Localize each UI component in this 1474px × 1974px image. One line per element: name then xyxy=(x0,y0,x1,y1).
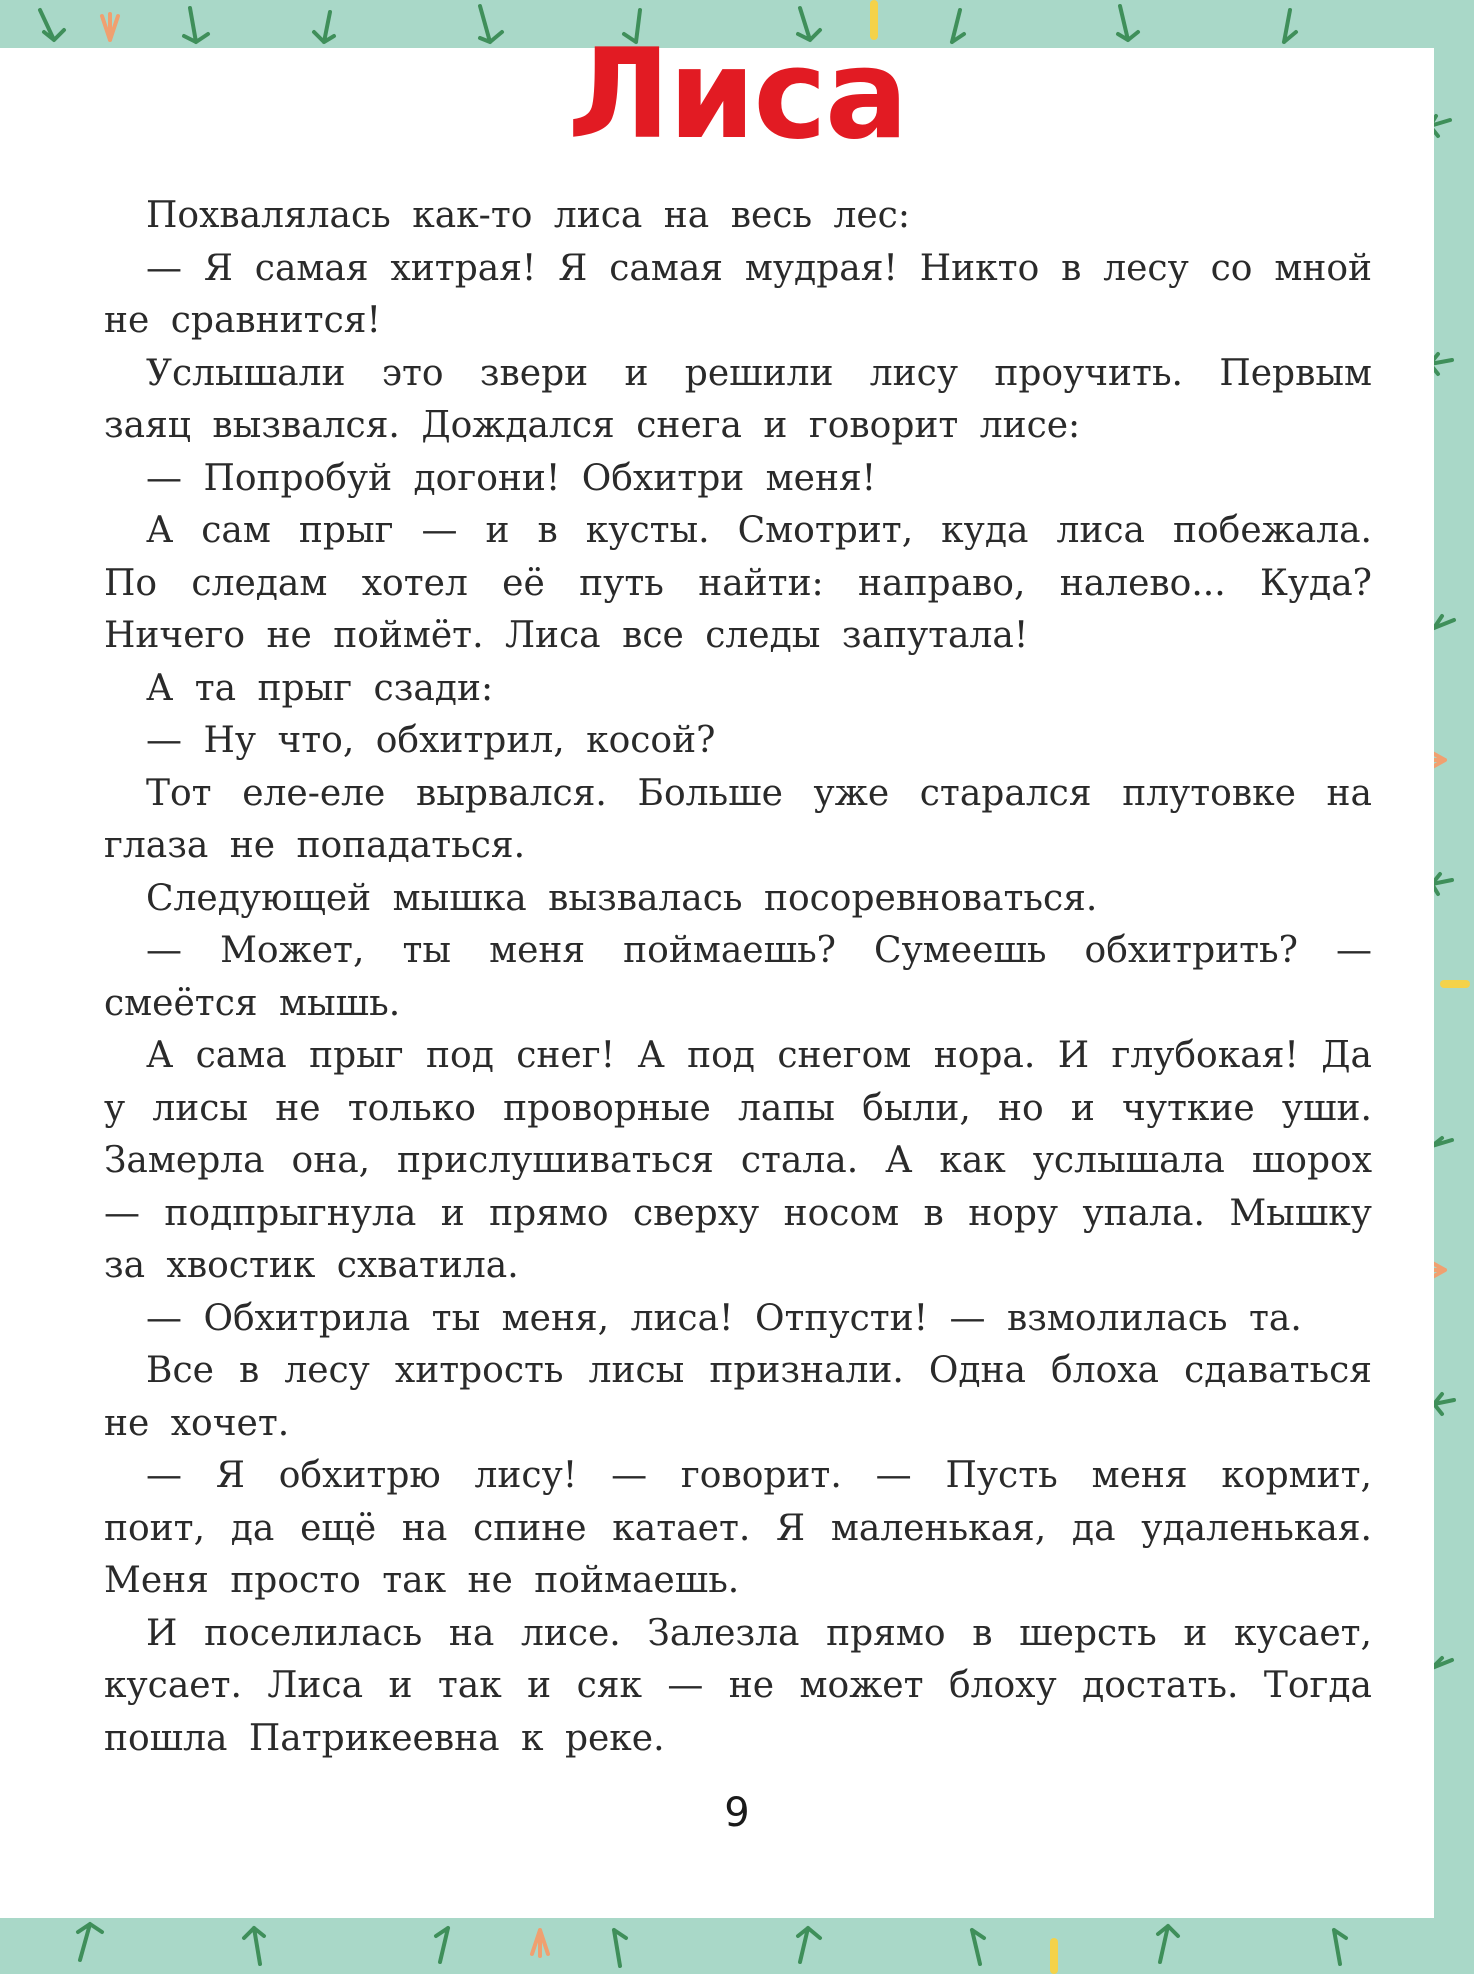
paragraph: И поселилась на лисе. Залезла прямо в шерсть и кусает, кусает. Лиса и так и сяк — не может блоху достать. Тогда пошла Патрикеевна к реке. xyxy=(104,1612,1372,1759)
paragraph: Услышали это звери и решили лису проучить. Первым заяц вызвался. Дождался снега и говорит лисе: xyxy=(104,352,1372,446)
paragraph: А сам прыг — и в кусты. Смотрит, куда лиса побежала. По следам хотел её путь найти: направо, налево... Куда? Ничего не поймёт. Лиса все следы запутала! xyxy=(104,510,1372,656)
story-text xyxy=(104,190,1372,1765)
paragraph: А та прыг сзади: xyxy=(146,667,494,709)
paragraph: Следующей мышка вызвалась посоревноваться. xyxy=(146,877,1098,919)
paragraph: Все в лесу хитрость лисы признали. Одна блоха сдаваться не хочет. xyxy=(104,1350,1372,1444)
paragraph: Похвалялась как-то лиса на весь лес: xyxy=(146,195,910,236)
paragraph: А сама прыг под снег! А под снегом нора. И глубокая! Да у лисы не только проворные лапы были, но и чуткие уши. Замерла она, прислушиваться стала. А как услышала шорох — подпрыгнула и прямо сверху носом в нору упала. Мышку за хвостик схватила. xyxy=(104,1035,1372,1286)
paragraph: — Я самая хитрая! Я самая мудрая! Никто в лесу со мной не сравнится! xyxy=(104,247,1372,341)
story-title: Лиса xyxy=(567,23,907,167)
paragraph: Тот еле-еле вырвался. Больше уже старался плутовке на глаза не попадаться. xyxy=(104,772,1372,866)
paragraph: — Попробуй догони! Обхитри меня! xyxy=(146,457,877,499)
paragraph: — Обхитрила ты меня, лиса! Отпусти! — взмолилась та. xyxy=(146,1297,1302,1339)
paragraph: — Может, ты меня поймаешь? Сумеешь обхитрить? — смеётся мышь. xyxy=(104,930,1372,1024)
paragraph: — Ну что, обхитрил, косой? xyxy=(146,720,716,761)
paragraph: — Я обхитрю лису! — говорит. — Пусть меня кормит, поит, да ещё на спине катает. Я маленькая, да удаленькая. Меня просто так не поймаешь. xyxy=(104,1455,1372,1601)
page-number: 9 xyxy=(724,1790,750,1836)
